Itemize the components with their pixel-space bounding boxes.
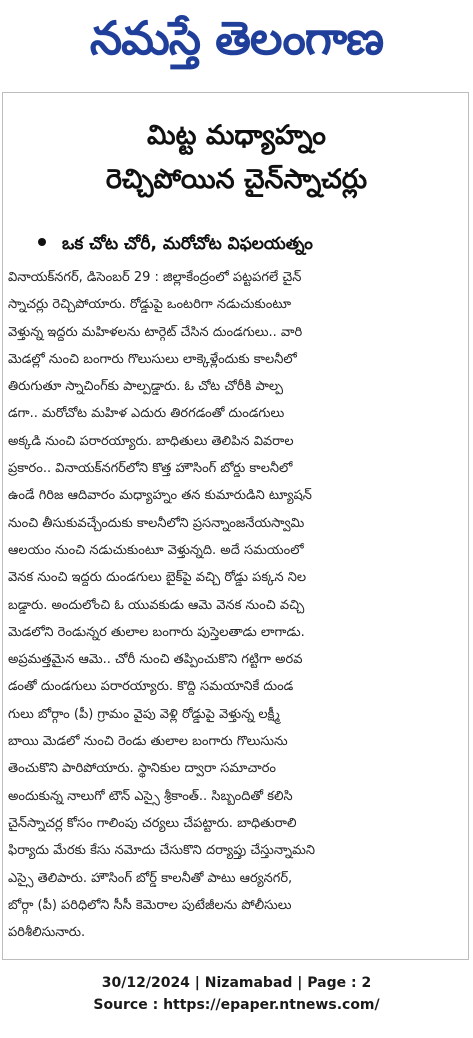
article-body-line: ప్రకారం.. వినాయక్‌నగర్‌లోని కొత్త హౌసింగ్ బోర్డు కాలనీలో bbox=[8, 461, 293, 477]
article-body-line: అప్రమత్తమైన ఆమె.. చోరీ నుంచి తప్పించుకొని గట్టిగా అరవ bbox=[8, 652, 303, 668]
article-body-line: తెంచుకొని పారిపోయారు. స్థానికుల ద్వారా సమాచారం bbox=[8, 761, 276, 777]
article-body-line: వినాయక్‌నగర్, డిసెంబర్ 29 : జిల్లాకేంద్రంలో పట్టపగలే చైన్ bbox=[8, 270, 302, 285]
article-body-line: మెడలోని రెండున్నర తులాల బంగారు పుస్తెలతాడు లాగాడు. bbox=[8, 624, 305, 640]
article-body-line: అందుకున్న నాలుగో టౌన్ ఎస్సై శ్రీకాంత్.. సిబ్బందితో కలిసి bbox=[8, 788, 293, 804]
article-body-line: ఫిర్యాదు మేరకు కేసు నమోదు చేసుకొని దర్యాప్తు చేస్తున్నామని bbox=[8, 843, 316, 859]
article-body-line: గులు బోర్గాం (పీ) గ్రామం వైపు వెళ్లి రోడ్డుపై వెళ్తున్న లక్ష్మీ bbox=[8, 706, 280, 722]
article-body-line: అక్కడి నుంచి పరారయ్యారు. బాధితులు తెలిపిన వివరాల bbox=[8, 433, 294, 449]
article-body-line: చైన్‌స్నాచర్ల కోసం గాలింపు చర్యలు చేపట్టారు. బాధితురాలి bbox=[8, 815, 297, 831]
article-body-line: బడ్డారు. అందులోంచి ఓ యువకుడు ఆమె వెనక నుంచి వచ్చి bbox=[8, 597, 305, 613]
masthead-title: నమస్తే తెలంగాణ bbox=[89, 11, 384, 65]
article-body-line: బాయి మెడలో నుంచి రెండు తులాల బంగారు గొలుసును bbox=[8, 734, 288, 750]
masthead bbox=[0, 6, 473, 70]
article-body-line: మెడల్లో నుంచి బంగారు గొలుసులు లాక్కెళ్లేందుకు కాలనీలో bbox=[8, 351, 297, 367]
article-body-line: డగా.. మరోచోట మహిళ ఎదురు తిరగడంతో దుండగులు bbox=[8, 406, 285, 422]
article-body-line: బోర్గా (పీ) పరిధిలోని సీసీ కెమెరాల పుటేజీలను పోలీసులు bbox=[8, 897, 292, 913]
article-body-line: పరిశీలిసునారు. bbox=[8, 925, 86, 941]
subheadline-text: ఒక చోట చోరీ, మరోచోట విఫలయత్నం bbox=[62, 234, 313, 254]
subheadline bbox=[38, 226, 458, 262]
article-body-line: వెళ్తున్న ఇద్దరు మహిళలను టార్గెట్ చేసిన దుండగులు.. వారి bbox=[8, 324, 303, 340]
footer-date-edition: 30/12/2024 | Nizamabad | Page : 2 bbox=[101, 975, 372, 991]
article-body-line: ఎస్సై తెలిపారు. హౌసింగ్ బోర్డ్ కాలనీతో పాటు ఆర్యనగర్, bbox=[8, 870, 293, 886]
headline-line-1: మిట్ట మధ్యాహ్నం bbox=[147, 120, 326, 151]
article-body-line: డంతో దుండగులు పరారయ్యారు. కొద్ది సమయానికే దుండ bbox=[8, 679, 294, 695]
article-body bbox=[8, 264, 464, 946]
article-body-line: స్నాచర్లు రెచ్చిపోయారు. రోడ్డుపై ఒంటరిగా నడుచుకుంటూ bbox=[8, 297, 292, 313]
bullet-icon bbox=[38, 238, 46, 246]
article-body-line: ఉండే గిరిజ ఆదివారం మధ్యాహ్నం తన కుమారుడిని ట్యూషన్ bbox=[8, 488, 312, 504]
headline-line-2: రెచ్చిపోయిన చైన్‌స్నాచర్లు bbox=[105, 164, 368, 195]
article-body-line: తిరుగుతూ స్నాచింగ్‌కు పాల్పడ్డారు. ఓ చోట చోరీకి పాల్ప bbox=[8, 379, 284, 395]
footer-source: Source : https://epaper.ntnews.com/ bbox=[93, 997, 380, 1013]
article-body-line: నుంచి తీసుకువచ్చేందుకు కాలనీలోని ప్రసన్నాంజనేయస్వామి bbox=[8, 515, 305, 531]
article-body-line: వెనక నుంచి ఇద్దరు దుండగులు బైక్‌పై వచ్చి రోడ్డు పక్కన నిల bbox=[8, 570, 307, 586]
article-body-line: ఆలయం నుంచి నడుచుకుంటూ వెళ్తున్నది. అదే సమయంలో bbox=[8, 542, 304, 558]
